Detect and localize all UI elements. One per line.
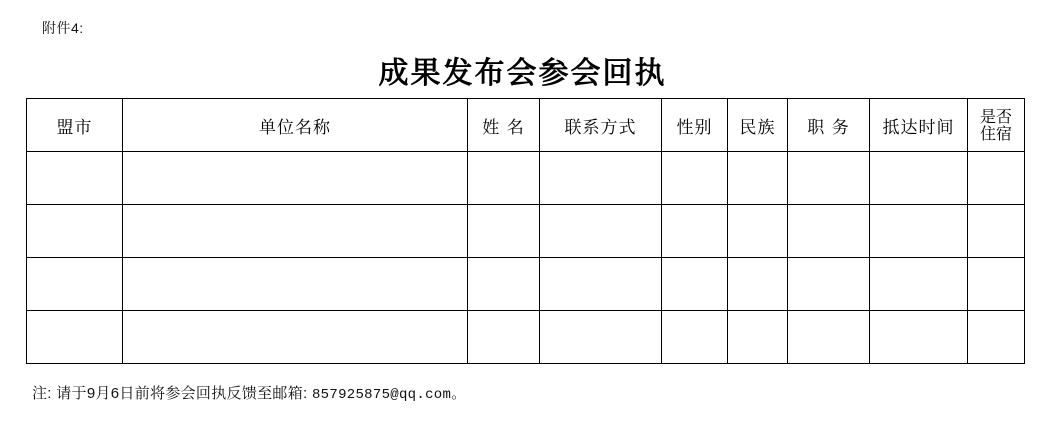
cell-name[interactable]: [468, 152, 540, 205]
column-header-name: 姓 名: [468, 99, 540, 152]
cell-meng-shi[interactable]: [27, 205, 123, 258]
column-header-accommodation: [968, 99, 1025, 152]
cell-gender[interactable]: [662, 205, 728, 258]
footer-note-text: 注: 请于9月6日前将参会回执反馈至邮箱:: [32, 385, 308, 402]
column-header-arrival-time: 抵达时间: [870, 99, 968, 152]
cell-ethnicity[interactable]: [728, 258, 788, 311]
cell-arrival-time[interactable]: [870, 152, 968, 205]
cell-contact[interactable]: [540, 258, 662, 311]
cell-meng-shi[interactable]: [27, 311, 123, 364]
cell-ethnicity[interactable]: [728, 311, 788, 364]
cell-position[interactable]: [788, 152, 870, 205]
cell-ethnicity[interactable]: [728, 205, 788, 258]
cell-accommodation[interactable]: [968, 205, 1025, 258]
cell-gender[interactable]: [662, 311, 728, 364]
participant-receipt-table: [26, 98, 1025, 364]
table-row: [27, 311, 1025, 364]
cell-accommodation[interactable]: [968, 152, 1025, 205]
footer-note: [32, 382, 467, 403]
cell-position[interactable]: [788, 205, 870, 258]
cell-contact[interactable]: [540, 205, 662, 258]
cell-name[interactable]: [468, 205, 540, 258]
cell-meng-shi[interactable]: [27, 258, 123, 311]
accommodation-line-2: 住宿: [979, 124, 1012, 143]
column-header-meng-shi: 盟市: [27, 99, 123, 152]
cell-meng-shi[interactable]: [27, 152, 123, 205]
column-header-position: 职 务: [788, 99, 870, 152]
table-row: [27, 152, 1025, 205]
cell-accommodation[interactable]: [968, 258, 1025, 311]
accommodation-line-1: 是否: [979, 106, 1012, 126]
attachment-label: 附件4:: [42, 20, 84, 36]
cell-gender[interactable]: [662, 258, 728, 311]
column-header-contact: 联系方式: [540, 99, 662, 152]
table-header-row: [27, 99, 1025, 152]
cell-contact[interactable]: [540, 311, 662, 364]
cell-unit-name[interactable]: [123, 152, 468, 205]
cell-contact[interactable]: [540, 152, 662, 205]
table-row: [27, 205, 1025, 258]
footer-note-suffix: 。: [451, 385, 467, 402]
cell-name[interactable]: [468, 311, 540, 364]
cell-position[interactable]: [788, 258, 870, 311]
cell-arrival-time[interactable]: [870, 205, 968, 258]
page-title: 成果发布会参会回执: [378, 56, 667, 91]
footer-note-email: 857925875@qq.com: [311, 387, 452, 403]
column-header-unit-name: 单位名称: [123, 99, 468, 152]
cell-position[interactable]: [788, 311, 870, 364]
cell-name[interactable]: [468, 258, 540, 311]
cell-arrival-time[interactable]: [870, 258, 968, 311]
cell-unit-name[interactable]: [123, 258, 468, 311]
table-row: [27, 258, 1025, 311]
cell-accommodation[interactable]: [968, 311, 1025, 364]
column-header-gender: 性别: [662, 99, 728, 152]
column-header-ethnicity: 民族: [728, 99, 788, 152]
cell-ethnicity[interactable]: [728, 152, 788, 205]
cell-unit-name[interactable]: [123, 205, 468, 258]
cell-gender[interactable]: [662, 152, 728, 205]
cell-unit-name[interactable]: [123, 311, 468, 364]
cell-arrival-time[interactable]: [870, 311, 968, 364]
